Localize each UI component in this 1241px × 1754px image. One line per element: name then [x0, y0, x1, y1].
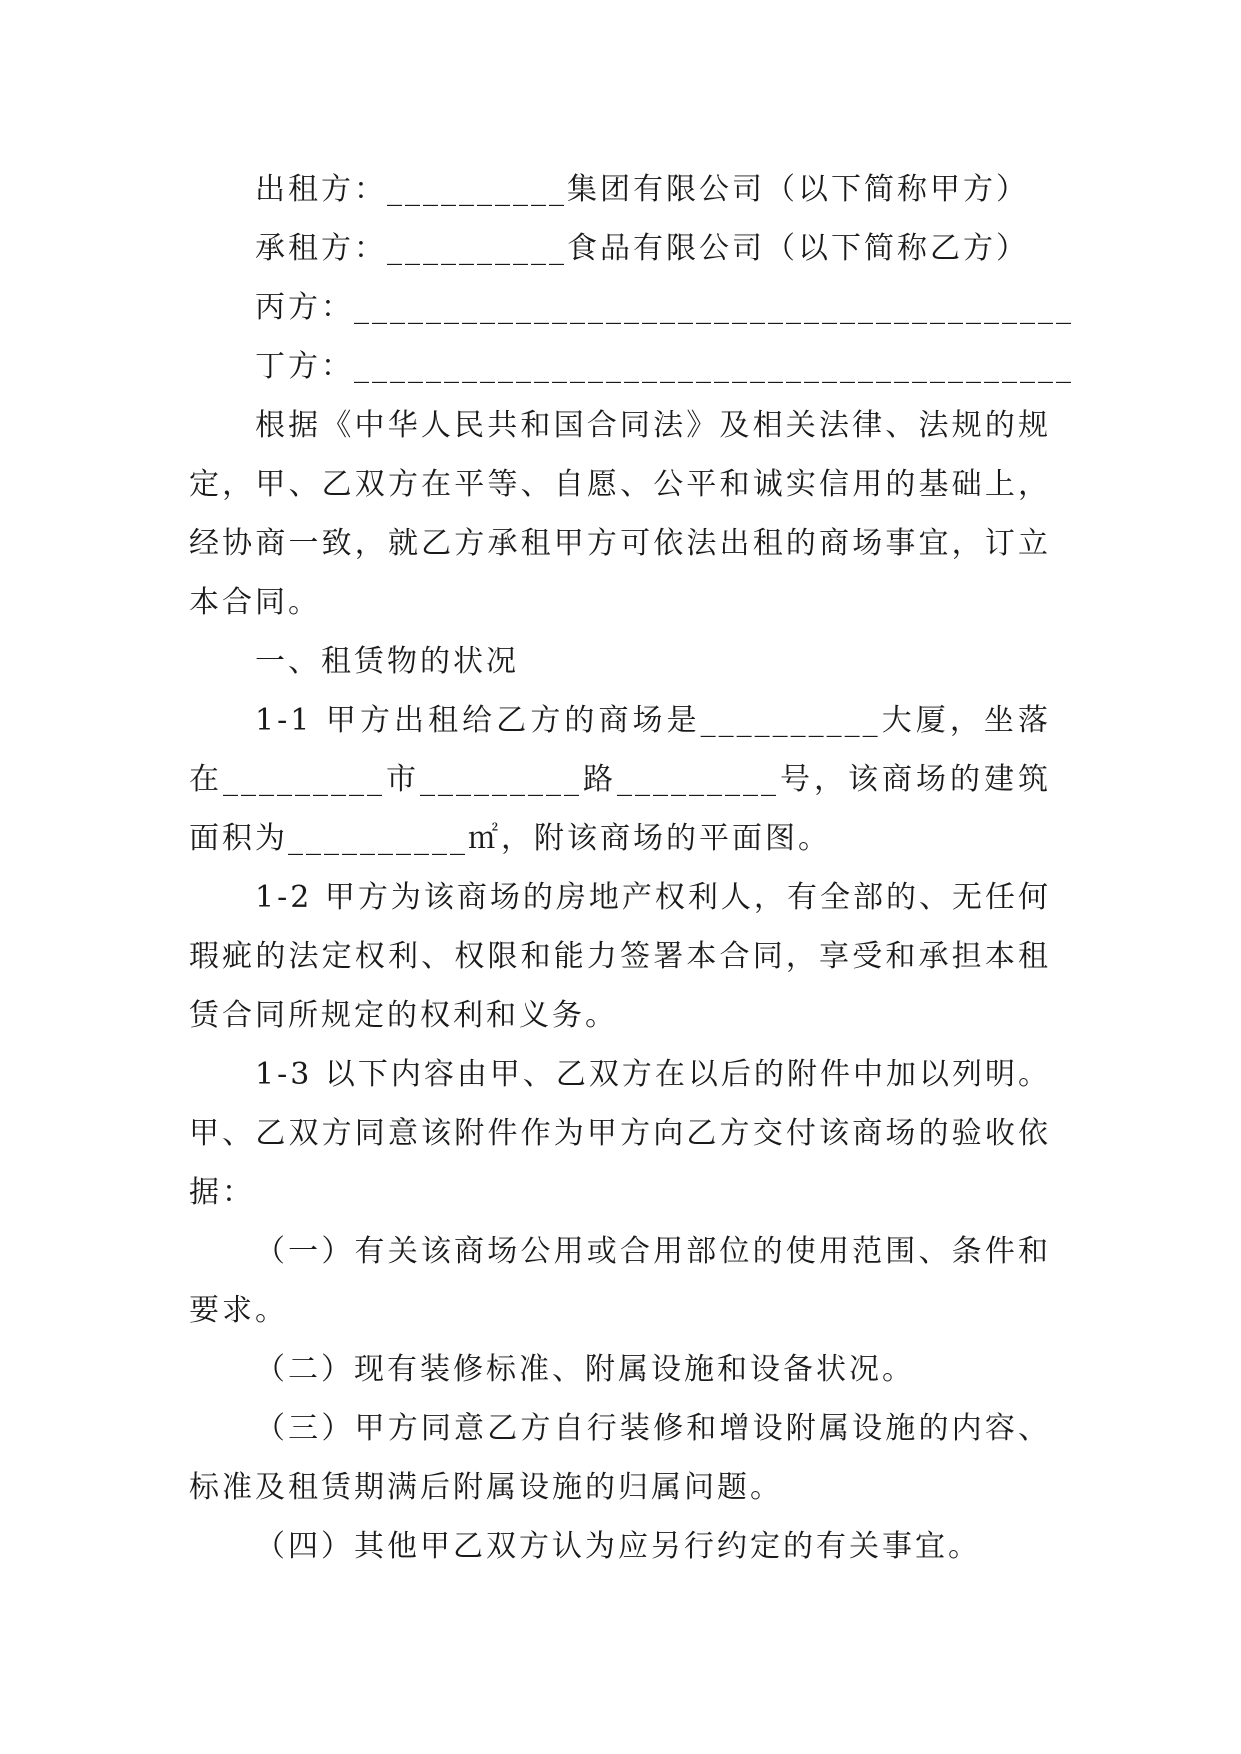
- clause-1-2-text: 1-2 甲方为该商场的房地产权利人，有全部的、无任何瑕疵的法定权利、权限和能力签署本合同，享受和承担本租赁合同所规定的权利和义务。: [189, 880, 1051, 1033]
- clause-1-2: [189, 868, 1051, 1045]
- clause-1-3: [189, 1045, 1051, 1222]
- party-d-line: 丁方：________________________________________: [255, 349, 1074, 384]
- lessor-line: 出租方：__________集团有限公司（以下简称甲方）: [255, 172, 1029, 207]
- list-item: [189, 1517, 1051, 1576]
- list-item: [189, 1340, 1051, 1399]
- item-3-text: （三）甲方同意乙方自行装修和增设附属设施的内容、标准及租赁期满后附属设施的归属问题。: [189, 1411, 1051, 1505]
- clause-1-1-text: 1-1 甲方出租给乙方的商场是__________大厦，坐落在_________市_________路_________号，该商场的建筑面积为__________㎡，附该商场的平面图。: [189, 703, 1051, 856]
- clause-1-1: [189, 691, 1051, 868]
- item-1-text: （一）有关该商场公用或合用部位的使用范围、条件和要求。: [189, 1234, 1051, 1328]
- lessee-line: 承租方：__________食品有限公司（以下简称乙方）: [255, 231, 1029, 266]
- clause-1-3-text: 1-3 以下内容由甲、乙双方在以后的附件中加以列明。甲、乙双方同意该附件作为甲方向乙方交付该商场的验收依据：: [189, 1057, 1051, 1210]
- contract-body: [189, 160, 1074, 1576]
- list-item: [189, 1222, 1051, 1340]
- section-heading: 一、租赁物的状况: [255, 644, 519, 679]
- item-4-text: （四）其他甲乙双方认为应另行约定的有关事宜。: [255, 1529, 981, 1564]
- party-c-line: 丙方：________________________________________: [255, 290, 1074, 325]
- preamble-paragraph: [189, 396, 1051, 632]
- list-item: [189, 1399, 1051, 1517]
- preamble-text: 根据《中华人民共和国合同法》及相关法律、法规的规定，甲、乙双方在平等、自愿、公平和诚实信用的基础上，经协商一致，就乙方承租甲方可依法出租的商场事宜，订立本合同。: [189, 408, 1051, 620]
- item-2-text: （二）现有装修标准、附属设施和设备状况。: [255, 1352, 915, 1387]
